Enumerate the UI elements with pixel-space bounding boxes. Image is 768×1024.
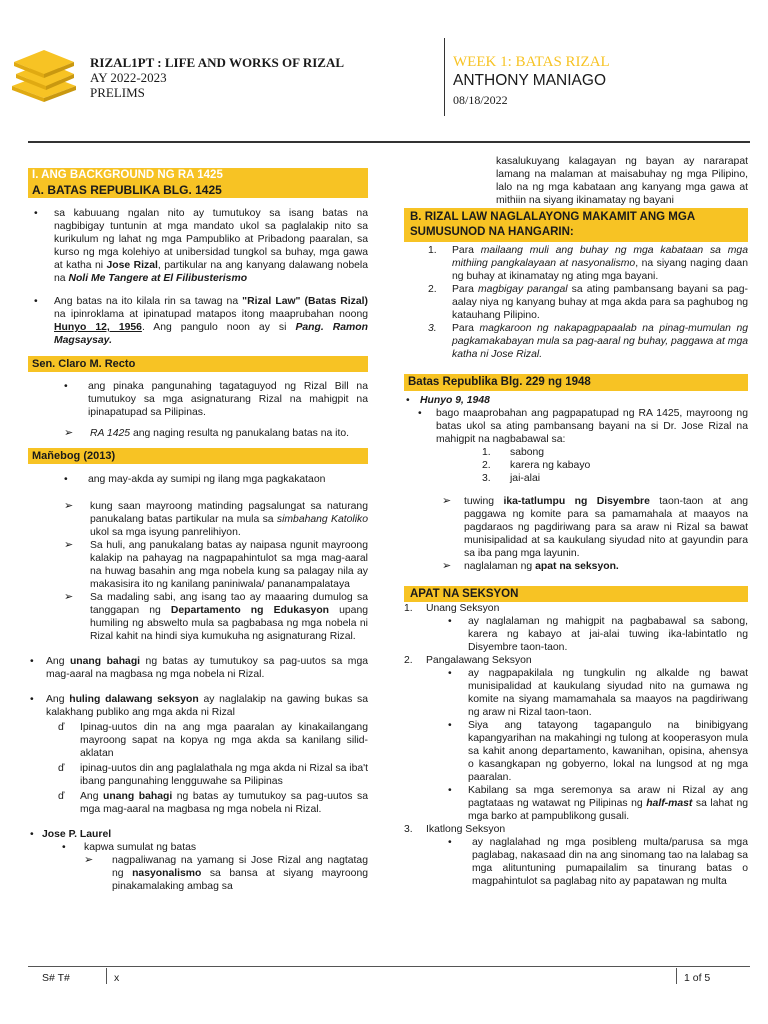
- footer-divider: [676, 968, 677, 984]
- list-item: 3. Ikatlong Seksyon: [404, 824, 506, 835]
- footer-rule: [28, 966, 750, 967]
- list-item: 3. Para magkaroon ng nakapagpapaalab na pinag-mumulan ng pagkamakabayan mula sa pag-aaral ng buhay, paggawa at mga katha ni Jose Rizal.: [428, 323, 748, 360]
- list-item: ď ipinag-uutos din ang paglalathala ng mga akda ni Rizal sa iba't ibang pangunahing lengguwahe sa Pilipinas: [58, 763, 368, 787]
- heading-apat-na-seksyon: APAT NA SEKSYON: [404, 586, 748, 602]
- list-item: ➢ tuwing ika-tatlumpu ng Disyembre taon-taon at ang paggawa ng komite para sa pamamahala at maayos na pagdaraos ng pagdiriwang para sa araw ni Rizal sa bawat munisipalidad at sa kaukulang siyudad nito at gayundin para sa iba pang mga layunin.: [442, 495, 748, 559]
- list-item: • ay nagpapakilala ng tungkulin ng alkalde ng bawat munisipalidad at kaukulang siyudad nito na gumawa ng komite na siyang mamamahala sa maayos na pagdiriwang ng araw ni Rizal taon-taon.: [448, 668, 748, 718]
- list-item: • Kabilang sa mga seremonya sa araw ni Rizal ay ang pagtataas ng watawat ng Pilipinas ng half-mast sa lahat ng mga barko at pampublikong gusali.: [448, 785, 748, 822]
- list-item: • sa kabuuang ngalan nito ay tumutukoy sa isang batas na nagbibigay tuntunin at mga mandato ukol sa paglalakip nito sa kurikulum ng lahat ng mga Pampubliko at Pribadong paaralan, sa kurso ng mga kolehiyo at unibersidad tungkol sa buhay, mga gawa at katha ni Jose Rizal, partikular na ang kanyang dalawang nobela na Noli Me Tangere at El Filibusterismo: [34, 208, 368, 284]
- list-item: • Hunyo 9, 1948: [406, 395, 490, 406]
- header-divider: [444, 38, 445, 116]
- heading-recto: Sen. Claro M. Recto: [28, 356, 368, 372]
- week-title: WEEK 1: BATAS RIZAL: [453, 54, 610, 70]
- arrow-icon: ➢: [64, 539, 74, 551]
- arrow-icon: ➢: [84, 854, 94, 866]
- sub-bullet-icon: ď: [58, 763, 65, 774]
- list-item: • ay naglalahad ng mga posibleng multa/parusa sa mga paglabag, nakasaad din na ang sinomang tao na lalabag sa mga alituntuning pumapailalim sa tinurang batas o magpahintulot sa paglabag nito ay papatawan ng multa: [448, 837, 748, 887]
- list-item: • ay naglalaman ng mahigpit na pagbabawal sa sabong, karera ng kabayo at jai-alai tuwing ika-labintatlo ng Disyembre taon-taon.: [448, 616, 748, 653]
- heading-manebog: Mañebog (2013): [28, 448, 368, 464]
- list-item: ➢ kung saan mayroong matinding pagsalungat sa naturang panukalang batas partikular na mula sa simbahang Katoliko ukol sa mga isyung panrelihiyon.: [64, 500, 368, 538]
- list-item: • Ang batas na ito kilala rin sa tawag na "Rizal Law" (Batas Rizal) na ipinroklama at ipinatupad matapos itong maaprubahan noong Hunyo 12, 1956. Ang pangulo noon ay si Pang. Ramon Magsaysay.: [34, 296, 368, 346]
- course-title: RIZAL1PT : LIFE AND WORKS OF RIZAL: [90, 55, 345, 70]
- list-item: 2. Pangalawang Seksyon: [404, 655, 532, 666]
- list-item: 1. Unang Seksyon: [404, 603, 500, 614]
- subsection-heading-ra1425: A. BATAS REPUBLIKA BLG. 1425: [28, 182, 368, 198]
- arrow-icon: ➢: [64, 427, 74, 439]
- arrow-icon: ➢: [442, 560, 452, 572]
- list-item: ➢ RA 1425 ang naging resulta ng panukalang batas na ito.: [64, 427, 350, 439]
- sub-bullet-icon: ď: [58, 722, 65, 733]
- academic-year: AY 2022-2023: [90, 70, 167, 85]
- header-rule: [28, 141, 750, 143]
- list-item: ➢ Sa madaling sabi, ang isang tao ay maaaring dumulog sa tanggapan ng Departamento ng Edukasyon upang humiling ng abswelto mula sa pagbabasa ng mga nobela ni Rizal kahit na hindi siya kumukuha ng asignaturang Rizal.: [64, 591, 369, 642]
- list-item: • ang pinaka pangunahing tagataguyod ng Rizal Bill na tumutukoy sa mga asignaturang Rizal na mahigpit na ipinapatupad sa Pilipinas.: [64, 381, 368, 418]
- sub-bullet-icon: ď: [58, 791, 65, 802]
- continued-paragraph: kasalukuyang kalagayan ng bayan ay nararapat lamang na malaman at maisabuhay ng mga Pilipino, lalo na ng mga kabataan ang kanyang mga gawa at mithiin na siyang ikinamatay ng bayani: [496, 156, 748, 206]
- list-item: ď Ipinag-uutos din na ang mga paaralan ay kinakailangang mayroong sapat na kopya ng mga akda sa kanilang silid-aklatan: [58, 722, 368, 759]
- page-number: 1 of 5: [684, 972, 711, 984]
- list-item: 2. Para magbigay parangal sa ating pambansang bayani sa pag-aalay niya ng kanyang buhay at mga akda para sa paghubog ng katauhang Pilipino.: [428, 284, 748, 321]
- list-item: • ang may-akda ay sumipi ng ilang mga pagkakataon: [64, 474, 326, 485]
- subsection-heading-hangarin: B. RIZAL LAW NAGLALAYONG MAKAMIT ANG MGA SUMUSUNOD NA HANGARIN:: [404, 208, 748, 242]
- term: PRELIMS: [90, 85, 145, 100]
- arrow-icon: ➢: [442, 495, 452, 507]
- list-item: 2. karera ng kabayo: [482, 460, 591, 471]
- arrow-icon: ➢: [64, 500, 74, 512]
- footer-divider: [106, 968, 107, 984]
- list-item: 3. jai-alai: [482, 473, 541, 484]
- footer: [28, 966, 750, 992]
- list-item: • bago maaprobahan ang pagpapatupad ng RA 1425, mayroong ng batas ukol sa ating pambansang bayani na si Dr. Jose Rizal na mahigpit na nagbabawal sa:: [418, 408, 748, 445]
- left-column: [28, 168, 368, 893]
- heading-ra229: Batas Republika Blg. 229 ng 1948: [404, 374, 748, 391]
- list-item: • Ang unang bahagi ng batas ay tumutukoy sa pag-uutos sa mga mag-aaral na magbasa ng mga nobela ni Rizal.: [30, 656, 369, 680]
- list-item: ➢ nagpaliwanag na yamang si Jose Rizal ang nagtatag ng nasyonalismo sa bansa at siyang mayroong pinakamalaking ambag sa: [84, 854, 369, 892]
- header: [0, 0, 768, 145]
- list-item: ď Ang unang bahagi ng batas ay tumutukoy sa pag-uutos sa mga mag-aaral na magbasa ng mga nobela ni Rizal.: [58, 791, 368, 815]
- document-date: 08/18/2022: [453, 93, 508, 107]
- author-name: ANTHONY MANIAGO: [453, 72, 607, 89]
- footer-code: S# T#: [42, 972, 70, 984]
- list-item: 1. sabong: [482, 447, 545, 458]
- list-item: • kapwa sumulat ng batas: [62, 842, 197, 853]
- list-item: ➢ naglalaman ng apat na seksyon.: [442, 560, 619, 572]
- list-item: • Ang huling dalawang seksyon ay naglalakip na gawing bukas sa kalakhang publiko ang mga akda ni Rizal: [30, 694, 369, 718]
- list-item: 1. Para mailaang muli ang buhay ng mga kabataan sa mga mithiing pangkalayaan at nasyonalismo, na siyang naging daan ng buhay at ikinamatay ng ating mga bayani.: [428, 245, 748, 282]
- section-heading-background: I. ANG BACKGROUND NG RA 1425: [28, 168, 368, 182]
- list-item: ➢ Sa huli, ang panukalang batas ay naipasa ngunit mayroong kalakip na pahayag na nagpapahintulot sa mga mag-aaral na huwag basahin ang mga nobela kung sa palagay nila ay makasisira ito ng kanilang paniniwala/ pananampalataya: [64, 539, 368, 590]
- list-item: • Siya ang tatayong tagapangulo na binibigyang kapangyarihan na makahingi ng tulong at kooperasyon mula sa kahit anong departamento, kawanihan, opisina, ahensya o kasangkapan ng gobyerno, lokal na lungsod at ng mga paaralan.: [448, 720, 748, 783]
- arrow-icon: ➢: [64, 591, 74, 603]
- books-logo: [10, 44, 80, 114]
- list-item: • Jose P. Laurel: [30, 829, 112, 840]
- right-column: [404, 155, 748, 888]
- footer-placeholder: x: [114, 972, 120, 984]
